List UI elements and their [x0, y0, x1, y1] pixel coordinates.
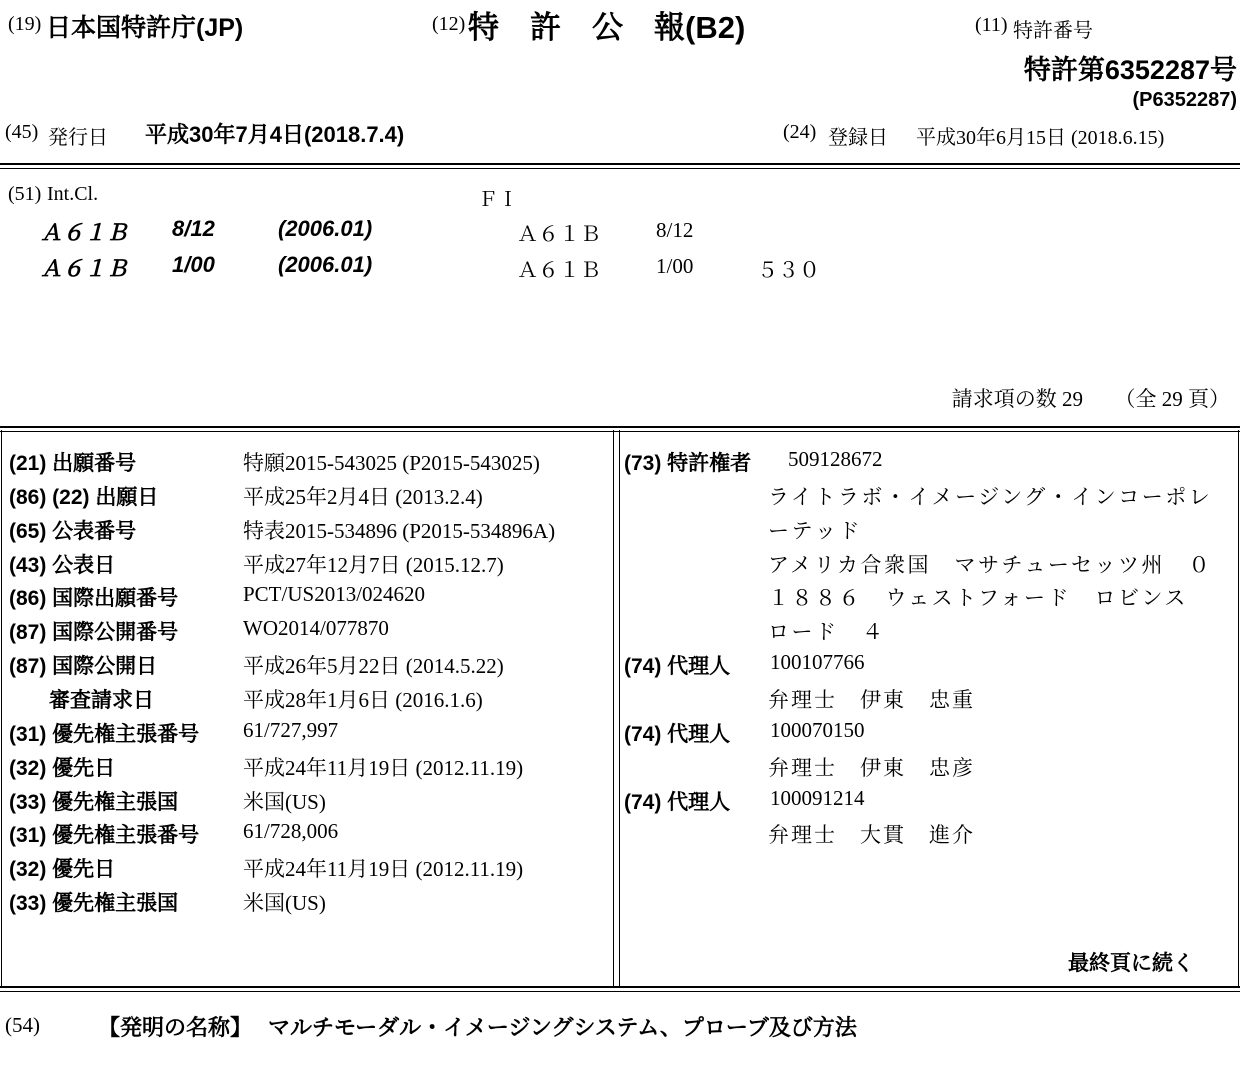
- field-value: 平成24年11月19日 (2012.11.19): [243, 756, 524, 780]
- table-row: [2, 887, 613, 921]
- table-row: [2, 718, 613, 752]
- field-value: 61/728,006: [243, 819, 339, 843]
- field-value: 特表2015-534896 (P2015-534896A): [243, 519, 556, 543]
- field-label: (86) (22) 出願日: [9, 486, 159, 509]
- issue-date-label: 発行日: [48, 127, 108, 149]
- intcl-class: Ａ６１Ｂ: [40, 220, 129, 245]
- patentee-name-line: ーテッド: [768, 519, 862, 543]
- table-row: [2, 752, 613, 786]
- field-label: (21) 出願番号: [9, 452, 137, 475]
- field-value: 米国(US): [243, 891, 326, 915]
- table-row: [620, 650, 1238, 684]
- intcl-version: (2006.01): [278, 216, 373, 241]
- fi-class: Ａ６１Ｂ: [517, 258, 601, 282]
- header-divider-rule: [0, 163, 1240, 169]
- fi-subclass: 8/12: [656, 218, 694, 242]
- table-row: [2, 650, 613, 684]
- registration-date: 平成30年6月15日 (2018.6.15): [916, 127, 1165, 149]
- fi-class: Ａ６１Ｂ: [517, 222, 601, 246]
- inid-code-24: (24): [783, 121, 817, 143]
- registration-date-label: 登録日: [828, 127, 888, 149]
- patent-number-label: 特許番号: [1013, 20, 1093, 42]
- field-label: (33) 優先権主張国: [9, 791, 179, 814]
- fi-subclass: 1/00: [656, 254, 694, 278]
- field-label: (74) 代理人: [624, 723, 731, 746]
- table-row: [2, 549, 613, 583]
- field-label: (86) 国際出願番号: [9, 587, 179, 610]
- field-label: (65) 公表番号: [9, 520, 137, 543]
- patentee-address-line: アメリカ合衆国 マサチューセッツ州 ０: [768, 553, 1212, 577]
- inid-code-54: (54): [5, 1013, 40, 1037]
- field-label: 審査請求日: [49, 689, 154, 712]
- table-row: [620, 752, 1238, 786]
- table-row: [2, 786, 613, 820]
- field-label: (87) 国際公開日: [9, 655, 158, 678]
- field-label: (32) 優先日: [9, 757, 116, 780]
- patent-number-paren: (P6352287): [1132, 89, 1237, 111]
- agent-name: 弁理士 伊東 忠彦: [768, 756, 975, 780]
- agent-name: 弁理士 大貫 進介: [768, 823, 975, 847]
- table-row: [620, 786, 1238, 820]
- table-row: [2, 481, 613, 515]
- table-row: [620, 447, 1238, 481]
- field-value: 米国(US): [243, 790, 326, 814]
- field-label: (32) 優先日: [9, 858, 116, 881]
- agent-id: 100107766: [770, 650, 865, 674]
- claims-count: 請求項の数 29 （全 29 頁）: [951, 387, 1230, 411]
- table-row: [2, 684, 613, 718]
- field-label: (74) 代理人: [624, 791, 731, 814]
- table-row: [620, 819, 1238, 853]
- issue-date: 平成30年7月4日(2018.7.4): [145, 122, 405, 147]
- table-row: [2, 853, 613, 887]
- table-row: [620, 684, 1238, 718]
- field-value: WO2014/077870: [243, 616, 389, 640]
- intcl-subclass: 1/00: [172, 252, 215, 277]
- field-label: (87) 国際公開番号: [9, 621, 179, 644]
- field-value: 特願2015-543025 (P2015-543025): [243, 451, 540, 475]
- table-row: [2, 582, 613, 616]
- agent-id: 100070150: [770, 718, 865, 742]
- table-row: [620, 549, 1238, 583]
- field-label: (74) 代理人: [624, 655, 731, 678]
- field-value: 平成25年2月4日 (2013.2.4): [243, 485, 483, 509]
- patentee-address-line: １８８６ ウェストフォード ロビンス: [768, 586, 1188, 610]
- table-row: [620, 718, 1238, 752]
- table-bottom-rule: [0, 986, 1240, 992]
- patent-office-name: 日本国特許庁(JP): [46, 14, 244, 42]
- field-label: (31) 優先権主張番号: [9, 723, 200, 746]
- patent-number: 特許第6352287号: [1023, 55, 1237, 85]
- agent-name: 弁理士 伊東 忠重: [768, 688, 975, 712]
- invention-title: マルチモーダル・イメージングシステム、プローブ及び方法: [268, 1015, 857, 1040]
- fi-code: ５３０: [757, 258, 820, 282]
- table-row: [2, 616, 613, 650]
- fi-label: ＦＩ: [478, 189, 518, 211]
- field-label: (43) 公表日: [9, 554, 116, 577]
- patentee-name-line: ライトラボ・イメージング・インコーポレ: [768, 485, 1213, 509]
- inid-code-12: (12): [432, 13, 466, 35]
- field-label: (33) 優先権主張国: [9, 892, 179, 915]
- rights-info-cell: [619, 430, 1239, 986]
- field-value: 61/727,997: [243, 718, 339, 742]
- intcl-subclass: 8/12: [172, 216, 215, 241]
- table-row: [2, 515, 613, 549]
- patentee-address-line: ロード ４: [768, 620, 886, 644]
- table-row: [620, 582, 1238, 616]
- table-row: [620, 481, 1238, 515]
- table-row: [620, 515, 1238, 549]
- field-label: (31) 優先権主張番号: [9, 824, 200, 847]
- invention-title-label: 【発明の名称】: [98, 1015, 253, 1040]
- inid-code-19: (19): [8, 13, 42, 35]
- intcl-label: Int.Cl.: [47, 183, 99, 205]
- table-row: [2, 819, 613, 853]
- field-label: (73) 特許権者: [624, 452, 752, 475]
- continued-on-last-page-note: 最終頁に続く: [1068, 952, 1194, 975]
- inid-code-51: (51): [8, 183, 42, 205]
- table-row: [2, 447, 613, 481]
- intcl-version: (2006.01): [278, 252, 373, 277]
- patentee-id: 509128672: [788, 447, 883, 471]
- inid-code-45: (45): [5, 121, 39, 143]
- document-kind-title: 特 許 公 報(B2): [468, 10, 746, 45]
- inid-code-11: (11): [975, 14, 1008, 36]
- field-value: 平成27年12月7日 (2015.12.7): [243, 553, 504, 577]
- field-value: PCT/US2013/024620: [243, 582, 426, 606]
- field-value: 平成24年11月19日 (2012.11.19): [243, 857, 524, 881]
- table-row: [620, 616, 1238, 650]
- agent-id: 100091214: [770, 786, 865, 810]
- intcl-class: Ａ６１Ｂ: [40, 256, 129, 281]
- field-value: 平成28年1月6日 (2016.1.6): [243, 688, 483, 712]
- application-info-cell: [1, 430, 614, 986]
- field-value: 平成26年5月22日 (2014.5.22): [243, 654, 504, 678]
